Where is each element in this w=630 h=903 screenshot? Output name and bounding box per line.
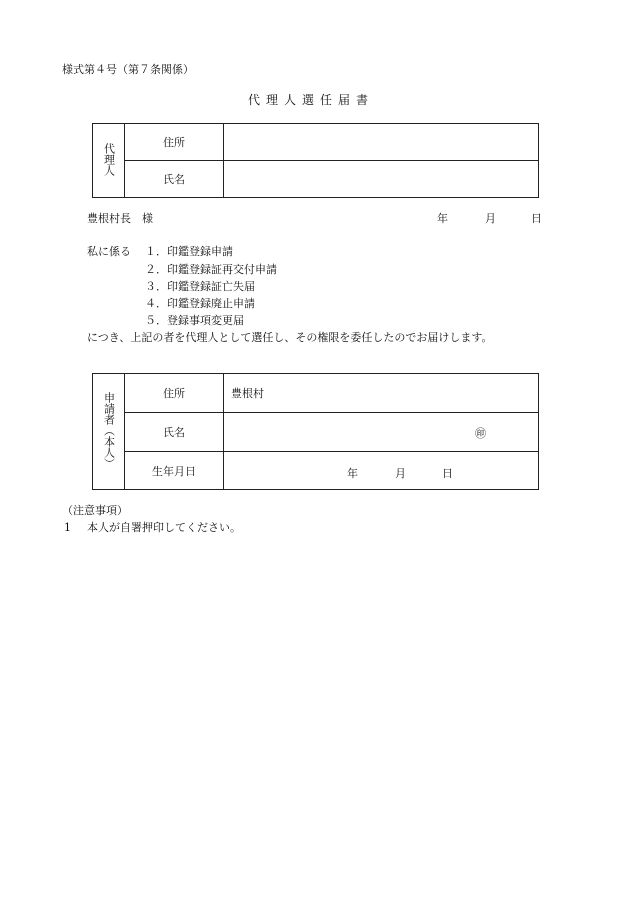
request-item: ５．登録事項変更届 — [145, 314, 244, 327]
agent-vertical-label-cell — [93, 124, 125, 198]
date-month-label: 月 — [485, 212, 496, 225]
applicant-table — [92, 373, 539, 490]
agent-address-field[interactable] — [224, 124, 539, 161]
date-year-label: 年 — [437, 212, 448, 225]
agent-vertical-label: 代理人 — [102, 142, 116, 176]
agent-name-field[interactable] — [224, 161, 539, 198]
note-number: 1 — [64, 521, 71, 534]
applicant-address-label: 住所 — [125, 374, 224, 413]
request-item: ３．印鑑登録証亡失届 — [145, 280, 255, 293]
addressee: 豊根村長 様 — [87, 212, 153, 225]
seal-mark: ㊞ — [475, 427, 486, 440]
applicant-vertical-label: 申請者（本人） — [102, 391, 116, 469]
notes-heading: （注意事項） — [62, 504, 128, 517]
request-item: ４．印鑑登録廃止申請 — [145, 297, 255, 310]
request-item: １．印鑑登録申請 — [145, 245, 233, 258]
applicant-name-label: 氏名 — [125, 413, 224, 452]
agent-table — [92, 123, 539, 198]
birth-month-label: 月 — [395, 467, 406, 480]
agent-name-label: 氏名 — [125, 161, 224, 198]
form-number: 様式第４号（第７条関係） — [62, 63, 194, 76]
request-item: ２．印鑑登録証再交付申請 — [145, 263, 277, 276]
applicant-name-field[interactable] — [224, 413, 539, 452]
applicant-birth-field[interactable] — [224, 452, 539, 490]
birth-year-label: 年 — [347, 467, 358, 480]
request-intro: 私に係る — [87, 245, 131, 258]
note-text: 本人が自署押印してください。 — [87, 521, 241, 534]
date-day-label: 日 — [531, 212, 542, 225]
birth-day-label: 日 — [442, 467, 453, 480]
statement: につき、上記の者を代理人として選任し、その権限を委任したのでお届けします。 — [87, 331, 493, 344]
applicant-birth-label: 生年月日 — [125, 452, 224, 490]
applicant-vertical-label-cell — [93, 374, 125, 490]
document-title: 代理人選任届書 — [248, 93, 375, 107]
applicant-address-field[interactable]: 豊根村 — [224, 374, 539, 413]
agent-address-label: 住所 — [125, 124, 224, 161]
